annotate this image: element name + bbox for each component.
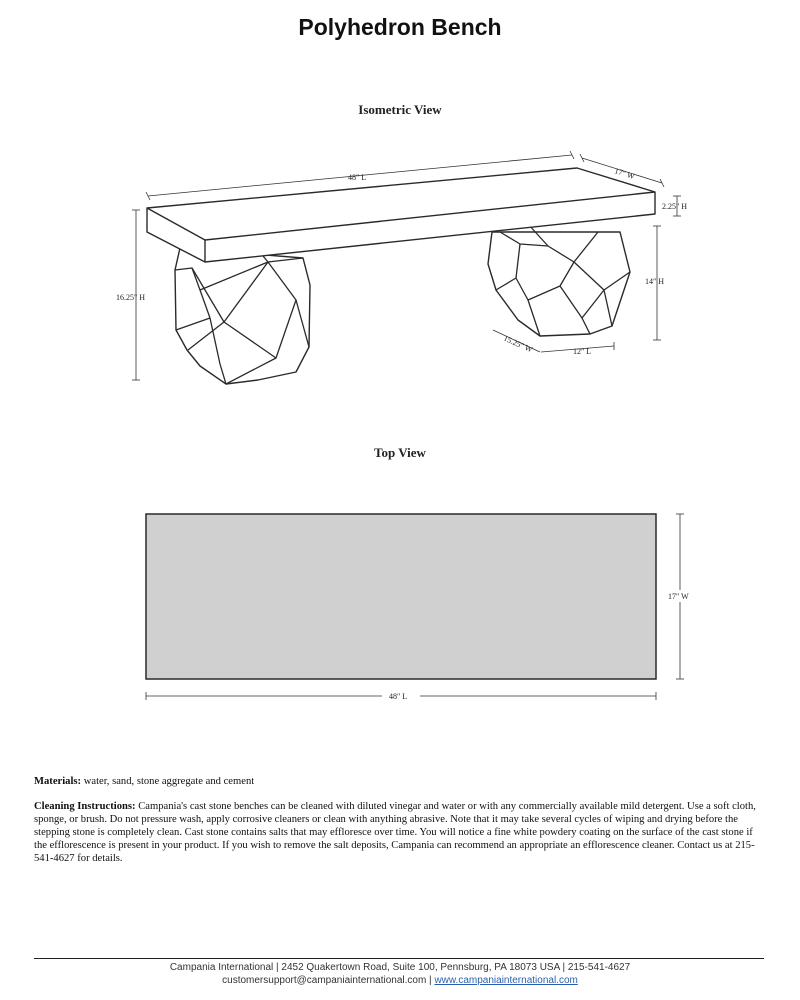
- label-base-width: 15.25" W: [502, 333, 534, 355]
- cleaning-label: Cleaning Instructions:: [34, 801, 136, 812]
- cleaning-text: Campania's cast stone benches can be cleaned with diluted vinegar and water or with any commercially available mild detergent. Use a soft cloth, sponge, or brush. Do not pressure wash, apply corrosive cleaners or clean with anything abrasive. Note that it may take several cycles of wiping and drying before the stepping stone is completely clean. Cast stone contains salts that may effloresce over time. You will notice a fine white powdery coating on the surface of the cast stone if the efflorescence is present in your product. If you wish to remove the salt deposits, Campania can recommend an appropriate an efflorescence cleaner. Contact us at 215-541-4627 for details.: [34, 801, 756, 864]
- footer-website-link[interactable]: www.campaniainternational.com: [434, 975, 578, 986]
- footer-divider: [34, 958, 764, 959]
- materials-paragraph: [34, 775, 764, 788]
- materials-label: Materials:: [34, 776, 82, 787]
- label-base-length: 12" L: [573, 347, 592, 356]
- label-width: 17" W: [613, 166, 636, 181]
- label-top-length: 48" L: [389, 692, 408, 701]
- footer-separator: |: [426, 975, 435, 986]
- label-top-width: 17" W: [668, 592, 689, 601]
- materials-text: water, sand, stone aggregate and cement: [81, 776, 255, 787]
- footer-email[interactable]: customersupport@campaniainternational.com: [222, 975, 427, 986]
- page-title: Polyhedron Bench: [298, 14, 502, 40]
- top-view-rectangle: [146, 514, 656, 679]
- footer-contact: [0, 975, 800, 986]
- isometric-view-heading: Isometric View: [358, 102, 442, 117]
- label-base-height: 14" H: [645, 277, 665, 286]
- top-view-heading: Top View: [374, 445, 426, 460]
- cleaning-paragraph: [34, 800, 764, 865]
- footer-address: Campania International | 2452 Quakertown Road, Suite 100, Pennsburg, PA 18073 USA | 215-541-4627: [169, 962, 631, 973]
- label-top-thickness: 2.25" H: [662, 202, 688, 211]
- right-polyhedron-base: [488, 224, 630, 336]
- label-length: 48" L: [348, 173, 367, 182]
- left-polyhedron-base: [175, 248, 310, 384]
- label-total-height: 16.25" H: [116, 293, 146, 302]
